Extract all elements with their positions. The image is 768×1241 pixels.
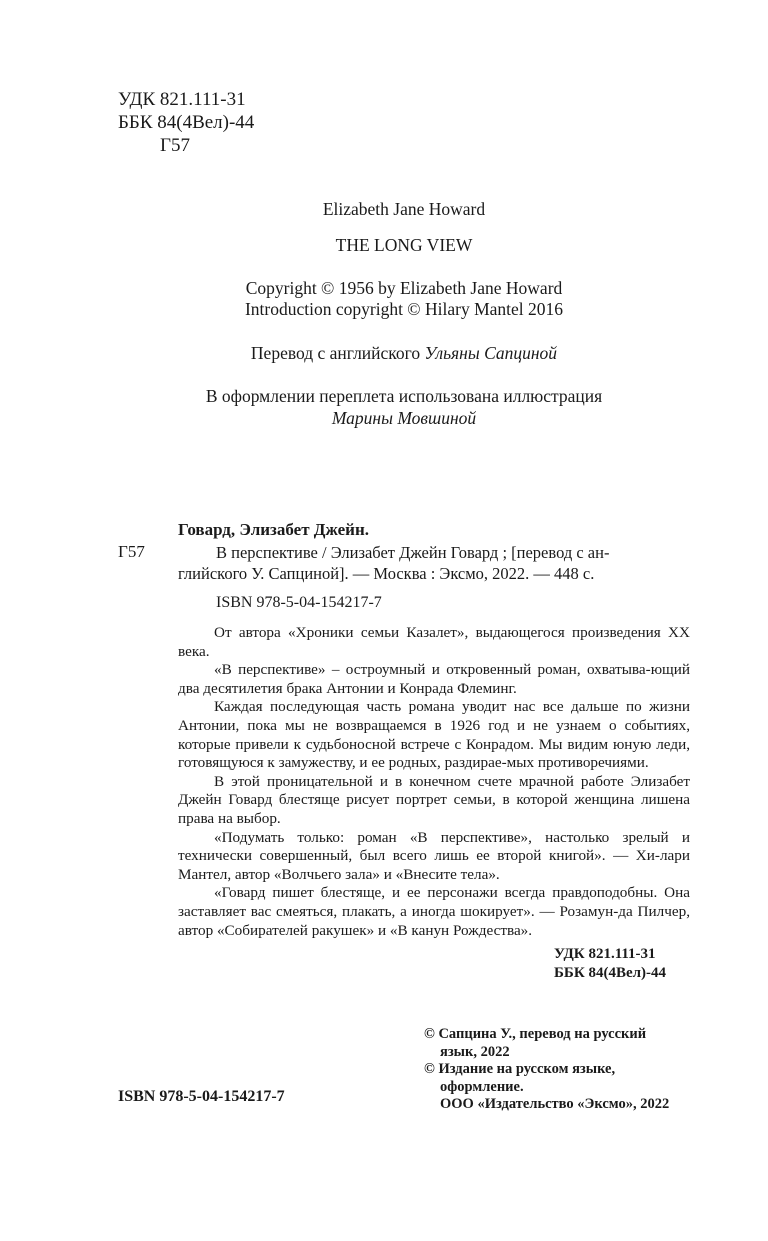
- bottom-bbk: ББК 84(4Вел)-44: [554, 965, 667, 981]
- original-title: THE LONG VIEW: [335, 235, 473, 255]
- card-entry-line-2: глийского У. Сапциной]. — Москва : Эксмо, 2022. — 448 с.: [178, 564, 595, 583]
- annotation-paragraph: В этой проницательной и в конечном счете мрачной работе Элизабет Джейн Говард блестяще рисует портрет семьи, в которой женщина лишена права на выбор.: [178, 772, 690, 827]
- bottom-classification: [554, 945, 666, 983]
- card-isbn: ISBN 978-5-04-154217-7: [216, 594, 382, 611]
- copyright-translation-year: язык, 2022: [440, 1043, 510, 1060]
- copyright-notice: [0, 278, 768, 320]
- copyright-block: [424, 1026, 692, 1114]
- bbk-code: ББК 84(4Вел)-44: [118, 112, 255, 133]
- translation-credit: [0, 343, 768, 364]
- card-entry-line-1: В перспективе / Элизабет Джейн Говард ; [перевод с ан-: [216, 543, 610, 562]
- annotation-paragraph: Каждая последующая часть романа уводит нас все дальше по жизни Антонии, пока мы не возвращаемся в 1926 год и не узнаем о событиях, которые привели к судьбоносной встрече с Конрадом. Мы видим юную леди, готовящуюся к замужеству, и ее родных, раздирае-мых противоречиями.: [178, 698, 690, 772]
- original-author: Elizabeth Jane Howard: [322, 199, 486, 219]
- copyright-edition-line: © Издание на русском языке,: [424, 1061, 616, 1077]
- copyright-translation-line: © Сапцина У., перевод на русский: [424, 1026, 647, 1042]
- card-code: Г57: [118, 542, 145, 561]
- translator-name: Ульяны Сапциной: [424, 343, 558, 363]
- illustration-text: В оформлении переплета использована иллюстрация: [205, 386, 603, 406]
- illustrator-name: Марины Мовшиной: [331, 408, 477, 428]
- annotation-paragraph: «В перспективе» – остроумный и откровенный роман, охватыва-ющий два десятилетия брака Антонии и Конрада Флеминг.: [178, 661, 690, 697]
- copyright-line-1: Copyright © 1956 by Elizabeth Jane Howard: [245, 278, 563, 298]
- bottom-udk: УДК 821.111-31: [554, 946, 656, 962]
- classification-block: [118, 88, 254, 157]
- annotation-paragraph: От автора «Хроники семьи Казалет», выдающегося произведения XX века.: [178, 624, 690, 660]
- isbn-bold: ISBN 978-5-04-154217-7: [118, 1088, 285, 1105]
- card-entry: [178, 542, 690, 584]
- annotation: [178, 624, 690, 940]
- udk-code: УДК 821.111-31: [118, 89, 246, 110]
- copyright-publisher: ООО «Издательство «Эксмо», 2022: [440, 1096, 670, 1112]
- annotation-paragraph: «Говард пишет блестяще, и ее персонажи всегда правдоподобны. Она заставляет вас смеяться, плакать, а иногда шокирует». — Розамун-да Пилчер, автор «Собирателей ракушек» и «В канун Рождества».: [178, 884, 690, 939]
- copyright-edition-design: оформление.: [440, 1078, 524, 1095]
- annotation-paragraph: «Подумать только: роман «В перспективе», настолько зрелый и технически совершенный, был всего лишь ее второй книгой». — Хи-лари Мантел, автор «Волчьего зала» и «Внесите тела».: [178, 828, 690, 883]
- copyright-line-2: Introduction copyright © Hilary Mantel 2016: [244, 299, 564, 319]
- card-author-heading: Говард, Элизабет Джейн.: [178, 520, 369, 539]
- illustration-credit: [0, 385, 768, 429]
- translation-prefix: Перевод с английского: [250, 343, 421, 363]
- author-sign: Г57: [160, 135, 190, 156]
